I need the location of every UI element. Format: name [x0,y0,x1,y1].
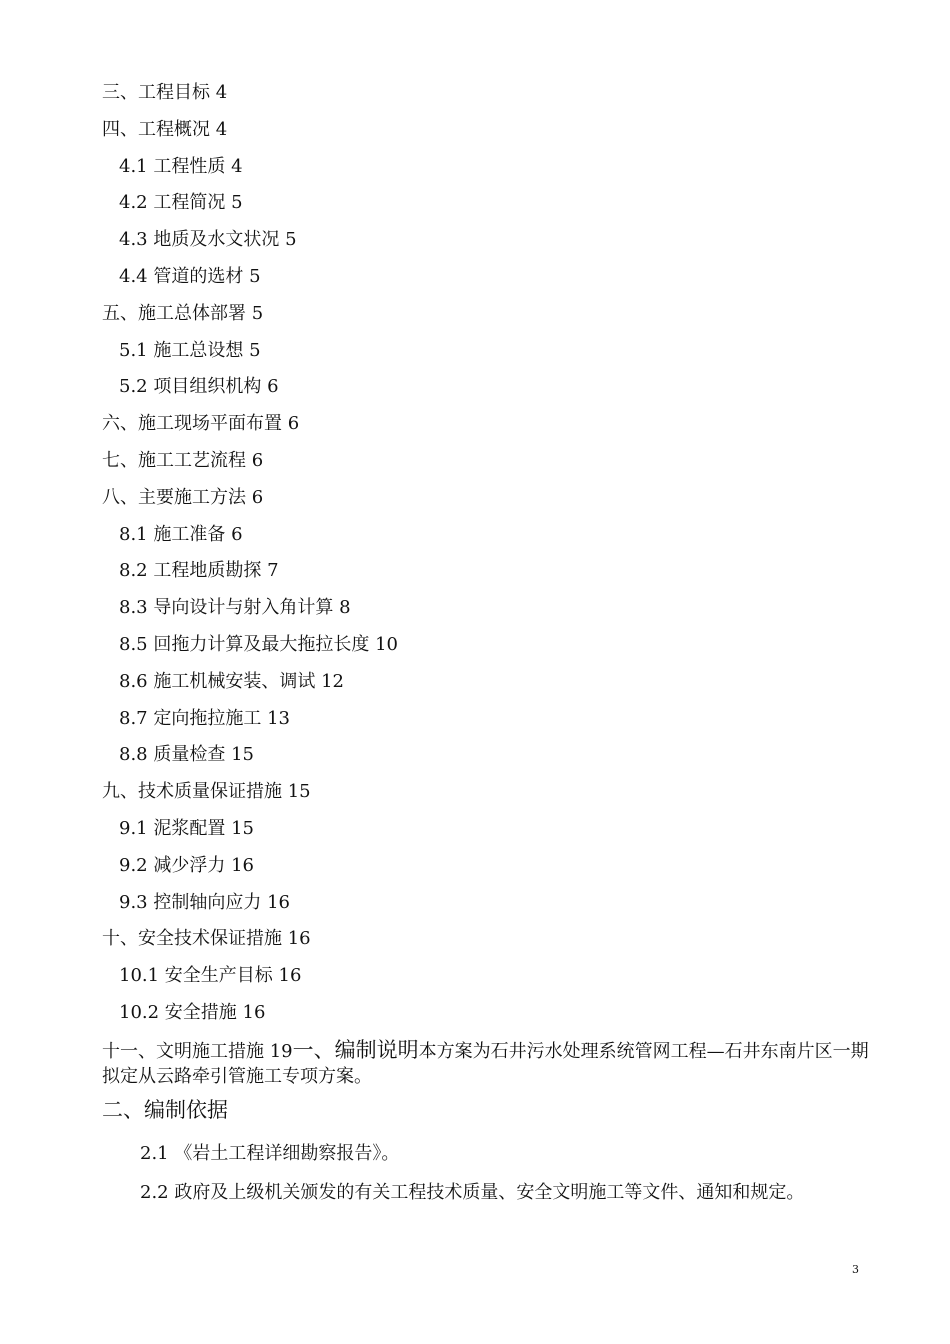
section-heading-1: 一、编制说明 [292,1038,419,1062]
toc-subentry: 10.2 安全措施 16 [119,1002,266,1023]
toc-subentry: 9.2 减少浮力 16 [119,854,254,876]
toc-subentry: 5.2 项目组织机构 6 [119,376,279,398]
toc-subentry: 8.6 施工机械安装、调试 12 [119,670,344,692]
toc-subentry: 8.5 回拖力计算及最大拖拉长度 10 [119,634,398,655]
toc-entry-11: 十一、文明施工措施 19 [102,1041,293,1062]
toc-entry: 十、安全技术保证措施 16 [102,928,311,950]
toc-subentry: 5.1 施工总设想 5 [119,339,261,361]
section-body-1: 本方案为石井污水处理系统管网工程—石井东南片区一期拟定从云路牵引管施工专项方案。 [102,1041,869,1087]
combined-paragraph [102,1038,882,1089]
toc-entry: 九、技术质量保证措施 15 [102,781,311,803]
toc-subentry: 8.3 导向设计与射入角计算 8 [119,597,351,619]
toc-entry: 六、施工现场平面布置 6 [102,413,300,435]
toc-subentry: 4.4 管道的选材 5 [119,266,261,287]
toc-subentry: 8.1 施工准备 6 [119,523,243,545]
toc-subentry: 9.1 泥浆配置 15 [119,818,254,839]
toc-subentry: 8.8 质量检查 15 [119,744,254,766]
section-heading-2: 二、编制依据 [102,1098,228,1122]
toc-subentry: 4.2 工程简况 5 [119,192,243,214]
toc-subentry: 8.2 工程地质勘探 7 [119,560,279,582]
toc-subentry: 4.3 地质及水文状况 5 [119,229,297,251]
toc-subentry: 10.1 安全生产目标 16 [119,965,302,987]
toc-subentry: 8.7 定向拖拉施工 13 [119,707,290,729]
toc-entry: 七、施工工艺流程 6 [102,450,264,471]
toc-subentry: 4.1 工程性质 4 [119,155,243,177]
reference-item: 2.2 政府及上级机关颁发的有关工程技术质量、安全文明施工等文件、通知和规定。 [140,1182,805,1203]
toc-entry: 五、施工总体部署 5 [102,302,264,324]
toc-entry: 八、主要施工方法 6 [102,486,264,508]
toc-entry: 四、工程概况 4 [102,118,228,140]
toc-subentry: 9.3 控制轴向应力 16 [119,891,290,913]
page-number: 3 [852,1263,859,1276]
toc-entry: 三、工程目标 4 [102,82,228,103]
reference-item: 2.1 《岩土工程详细勘察报告》。 [140,1143,400,1164]
